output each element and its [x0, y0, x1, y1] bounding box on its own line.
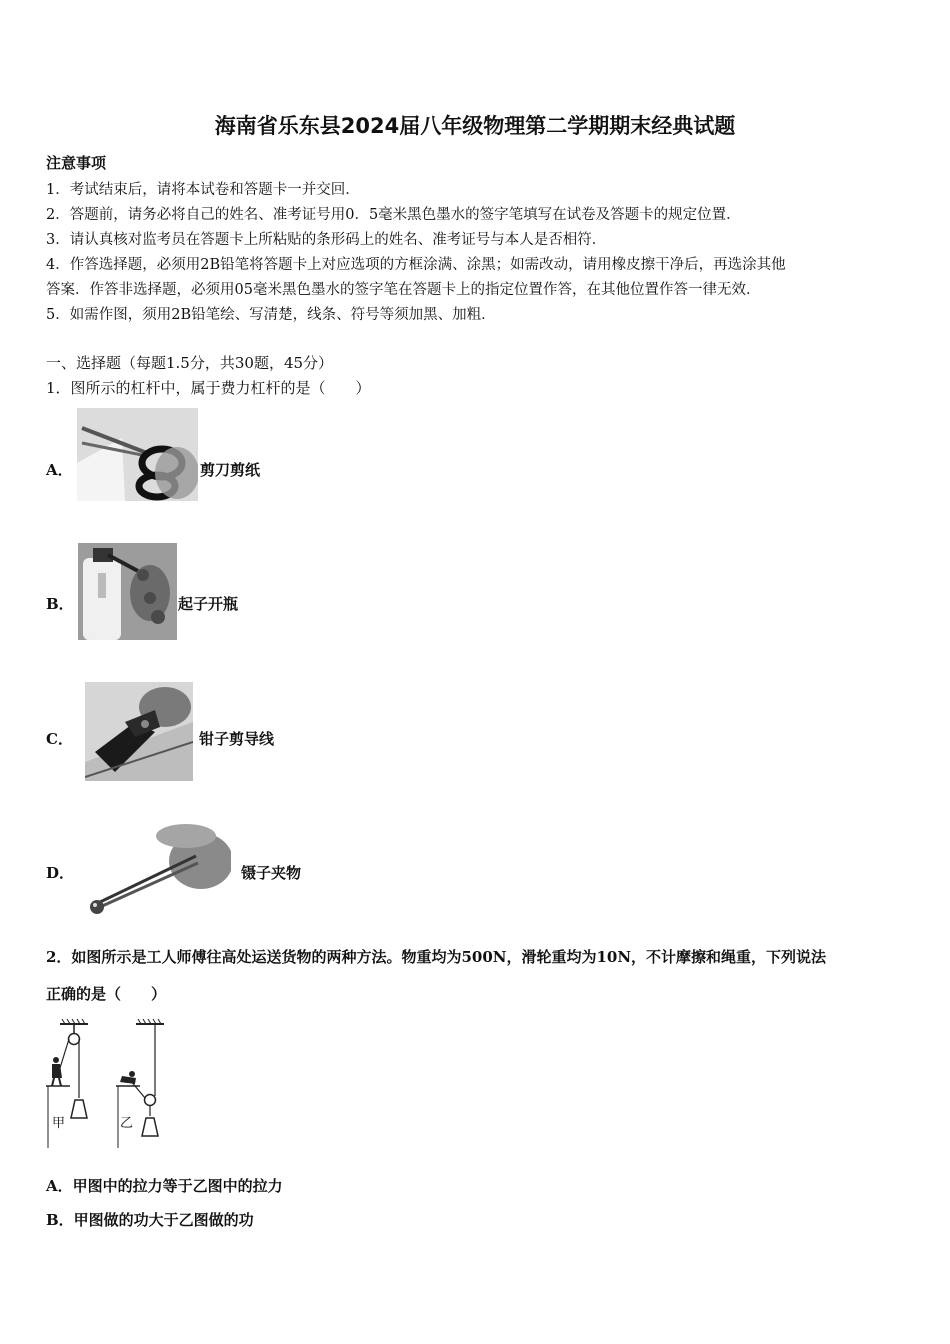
question-2-stem-line2: 正确的是（ ）	[46, 985, 167, 1003]
option-b-text: 起子开瓶	[178, 595, 239, 613]
option-c-letter: C．	[46, 730, 73, 748]
option-a-text: 剪刀剪纸	[200, 461, 261, 479]
scissors-photo-icon	[77, 408, 198, 501]
pliers-photo-icon	[85, 682, 193, 781]
page-title: 海南省乐东县2024届八年级物理第二学期期末经典试题	[214, 114, 736, 138]
notice-item: 5．如需作图，须用2B铅笔绘、写清楚，线条、符号等须加黑、加粗．	[46, 307, 496, 323]
option-d-letter: D．	[46, 864, 75, 882]
notice-item: 4．作答选择题，必须用2B铅笔将答题卡上对应选项的方框涂满、涂黑；如需改动，请用橡皮擦干净后，再选涂其他	[46, 257, 786, 273]
notice-item: 1．考试结束后，请将本试卷和答题卡一并交回．	[46, 182, 360, 198]
notice-heading: 注意事项	[46, 154, 107, 172]
pulley-diagram	[40, 1018, 175, 1158]
notice-item: 3．请认真核对监考员在答题卡上所粘贴的条形码上的姓名、准考证号与本人是否相符．	[46, 232, 607, 248]
figure-label-yi: 乙	[120, 1116, 134, 1131]
question-2-stem-line1: 2．如图所示是工人师傅往高处运送货物的两种方法。物重均为500N，滑轮重均为10N，不计摩擦和绳重，下列说法	[46, 948, 827, 966]
option-d-text: 镊子夹物	[241, 864, 302, 882]
tweezers-photo-icon	[86, 821, 231, 918]
section-heading: 一、选择题（每题1.5分，共30题，45分）	[46, 354, 334, 372]
bottle-opener-photo-icon	[78, 543, 177, 640]
option-b-letter: B．	[46, 595, 74, 613]
question-1-stem: 1．图所示的杠杆中，属于费力杠杆的是（ ）	[46, 379, 371, 397]
notice-item: 2．答题前，请务必将自己的姓名、准考证号用0．5毫米黑色墨水的签字笔填写在试卷及答题卡的规定位置．	[46, 207, 741, 223]
question-2-option-b: B．甲图做的功大于乙图做的功	[46, 1211, 254, 1229]
figure-label-jia: 甲	[52, 1116, 66, 1131]
question-2-option-a: A．甲图中的拉力等于乙图中的拉力	[46, 1177, 283, 1195]
option-c-text: 钳子剪导线	[199, 730, 275, 748]
notice-item: 答案．作答非选择题，必须用05毫米黑色墨水的签字笔在答题卡上的指定位置作答，在其他位置作答一律无效．	[46, 282, 761, 298]
option-a-letter: A．	[46, 461, 73, 479]
